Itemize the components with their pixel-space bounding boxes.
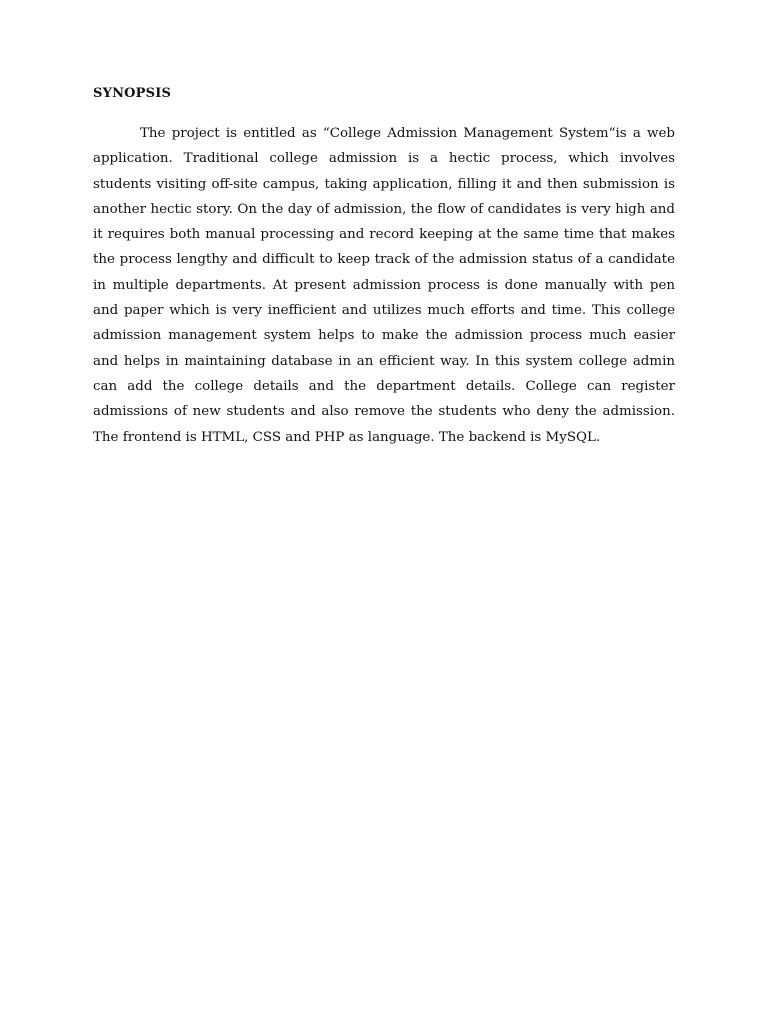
section-heading: SYNOPSIS — [93, 86, 172, 101]
synopsis-paragraph: The project is entitled as “College Admission Management System“is a web application. Traditional college admission is a hectic process, which involves students visiting off-site campus, taking application, filling it and then submission is another hectic story. On the day of admission, the flow of candidates is very high and it requires both manual processing and record keeping at the same time that makes the process lengthy and difficult to keep track of the admission status of a candidate in multiple departments. At present admission process is done manually with pen and paper which is very inefficient and utilizes much efforts and time. This college admission management system helps to make the admission process much easier and helps in maintaining database in an efficient way. In this system college admin can add the college details and the department details. College can register admissions of new students and also remove the students who deny the admission. The frontend is HTML, CSS and PHP as language. The backend is MySQL. — [93, 126, 675, 445]
